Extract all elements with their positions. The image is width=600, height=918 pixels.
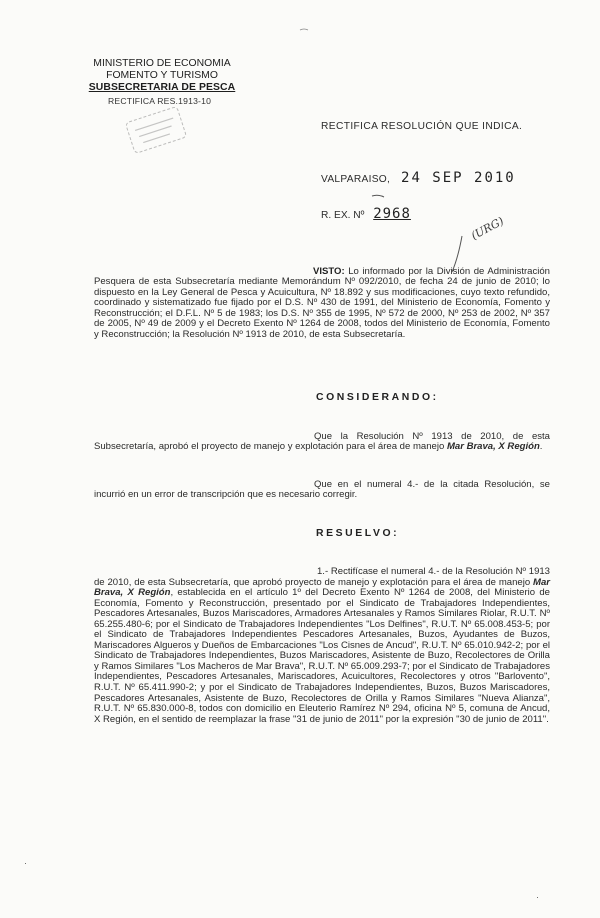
visto-paragraph: [94, 267, 550, 340]
resuelvo-p1-start: 1.- Rectifícase el numeral 4.- de la Resolución Nº 1913 de 2010, de esta Subsecretaría, que aprobó proyecto de manejo y explotación para el área de manejo: [94, 566, 550, 588]
resuelvo-p1-rest: , establecida en el artículo 1º del Decreto Exento Nº 1264 de 2008, del Ministerio de Economía, Fomento y Reconstrucción, presentado por el Sindicato de Trabajadores Independientes, Pescadores Artesanales, Buzos Mariscadores, Armadores Artesanales y Ramos Similares Riolar, R.U.T. Nº 65.255.480-6; por el Sindicato de Trabajadores Independientes "Los Delfines", R.U.T. Nº 65.008.453-5; por el Sindicato de Trabajadores Independientes Pescadores Artesanales, Buzos, Ayudantes de Buzos, Mariscadores Algueros y Dueños de Embarcaciones "Los Cisnes de Ancud", R.U.T. Nº 65.010.942-2; por el Sindicato de Trabajadores Independientes, Buzos Mariscadores, Asistente de Buzo, Recolectores de Orilla y Ramos Similares "Los Macheros de Mar Brava", R.U.T. Nº 65.009.293-7; por el Sindicato de Trabajadores Independientes, Pescadores Artesanales, Mariscadores, Acuicultores, Recolectores y otros "Barlovento", R.U.T. Nº 65.411.990-2; y por el Sindicato de Trabajadores Independientes, Buzos, Buzos Mariscadores, Pescadores Artesanales, Asistente de Buzo, Recolectores de Orilla y Ramos Similares "Nueva Alianza", R.U.T. Nº 65.830.000-8, todos con domicilio en Eleuterio Ramírez Nº 294, oficina Nº 5, comuna de Ancud, X Región, en el sentido de reemplazar la frase "31 de junio de 2011" por la expresión "30 de junio de 2011".: [94, 587, 550, 725]
considerando-p2-text: Que en el numeral 4.- de la citada Resolución, se incurrió en un error de transcripción que es necesario corregir.: [94, 479, 550, 501]
considerando-paragraph-2: [94, 480, 550, 501]
resolution-label: R. EX. Nº: [321, 210, 365, 221]
place: VALPARAISO,: [321, 174, 391, 185]
header-subsecretaria: SUBSECRETARIA DE PESCA: [88, 82, 236, 93]
resuelvo-paragraph-1: [94, 567, 550, 725]
scan-speck: ·: [536, 892, 539, 902]
urgent-handwritten-note: (URG): [468, 214, 506, 243]
date-stamp: 24 SEP 2010: [401, 170, 516, 186]
considerando-heading: CONSIDERANDO:: [316, 392, 439, 403]
considerando-p1-text: Que la Resolución Nº 1913 de 2010, de esta Subsecretaría, aprobó el proyecto de manejo y explotación para el área de manejo: [94, 431, 550, 453]
header-ministry: MINISTERIO DE ECONOMIA: [93, 58, 231, 69]
document-title: RECTIFICA RESOLUCIÓN QUE INDICA.: [321, 121, 523, 132]
scan-speck: ·: [24, 858, 27, 868]
considerando-p1-end: .: [539, 441, 543, 453]
visto-label: VISTO:: [313, 266, 345, 277]
considerando-p1-area: Mar Brava, X Región: [446, 441, 540, 453]
visto-text: Lo informado por la División de Administración Pesquera de esta Subsecretaría mediante Memorándum Nº 092/2010, de fecha 24 de junio de 2010; lo dispuesto en la Ley General de Pesca y Acuicultura, Nº 18.892 y sus modificaciones, cuyo texto refundido, coordinado y sistematizado fue fijado por el D.S. Nº 430 de 1991, del Ministerio de Economía, Fomento y Reconstrucción; el D.F.L. Nº 5 de 1983; los D.S. Nº 355 de 1995, Nº 572 de 2000, Nº 253 de 2002, Nº 357 de 2005, Nº 49 de 2009 y el Decreto Exento Nº 1264 de 2008, todos del Ministerio de Economía, Fomento y Reconstrucción; la Resolución Nº 1913 de 2010, de esta Subsecretaría.: [94, 266, 550, 340]
resuelvo-heading: RESUELVO:: [316, 528, 400, 539]
header-reference: RECTIFICA RES.1913-10: [108, 96, 212, 106]
header-fomento: FOMENTO Y TURISMO: [106, 70, 218, 81]
resuelvo-p1-area: Mar Brava, X Región: [94, 576, 550, 599]
resolution-number: 2968: [373, 206, 411, 222]
considerando-paragraph-1: [94, 432, 550, 453]
